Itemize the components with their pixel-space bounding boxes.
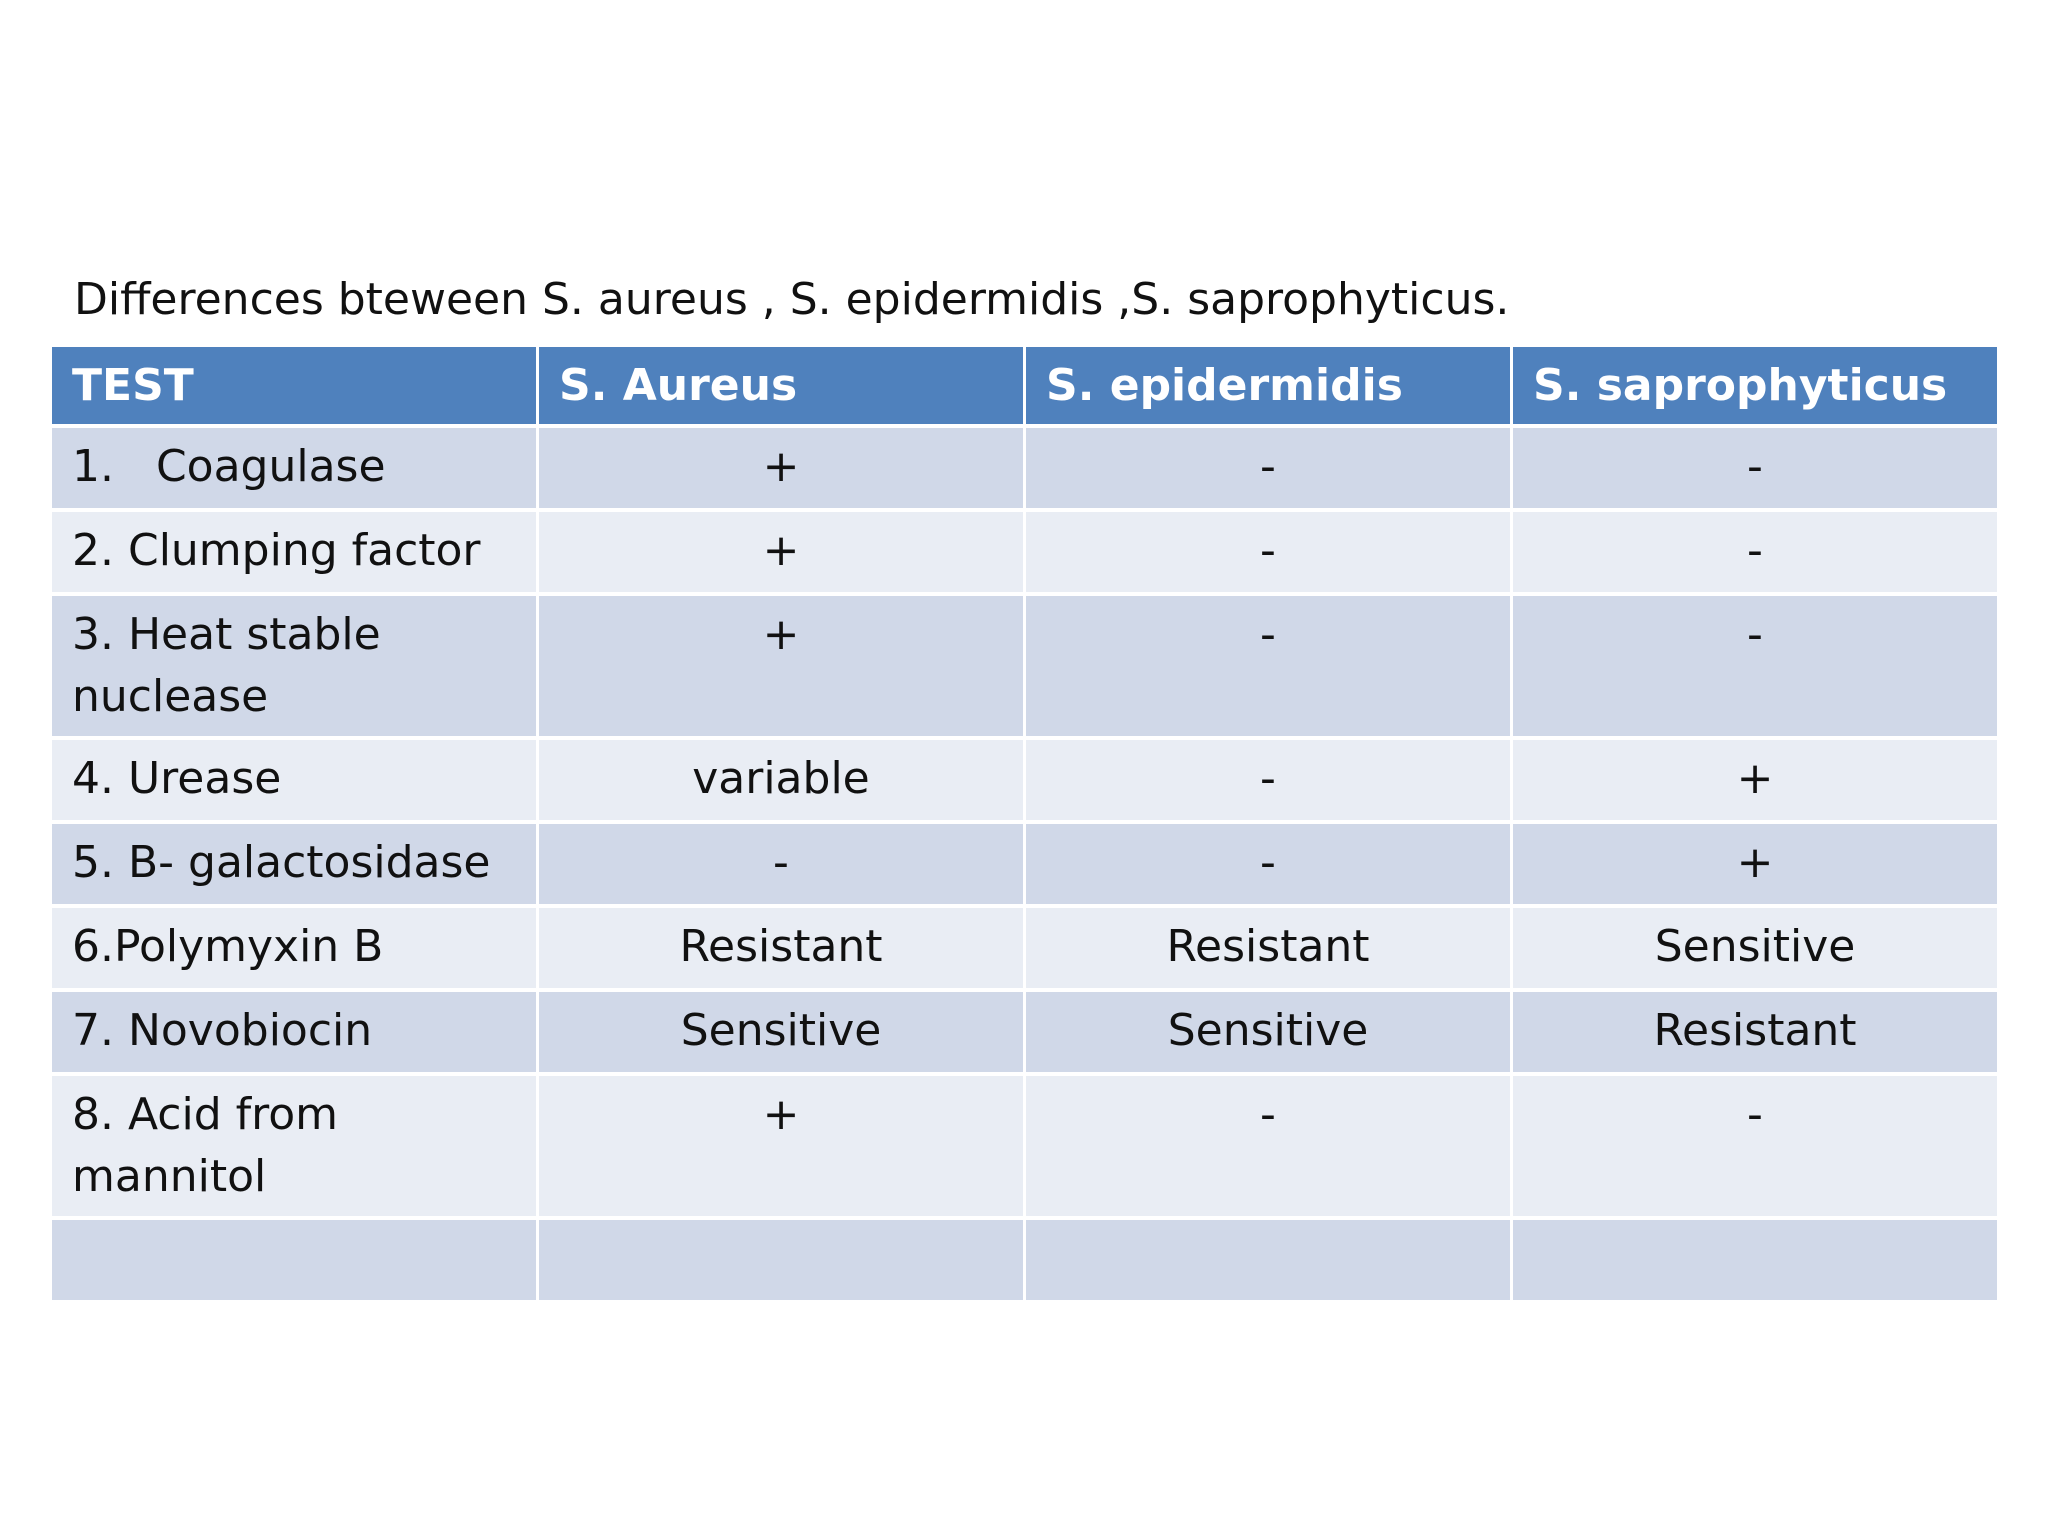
s-aureus-result: variable: [539, 740, 1023, 820]
test-name: 1. Coagulase: [52, 428, 536, 508]
s-saprophyticus-result: -: [1513, 428, 1997, 508]
s-aureus-result: Sensitive: [539, 992, 1023, 1072]
s-aureus-result: Resistant: [539, 908, 1023, 988]
s-epidermidis-result: [1026, 1220, 1510, 1300]
table-row: [52, 512, 1997, 592]
table-caption: Differences bteween S. aureus , S. epidermidis ,S. saprophyticus.: [74, 274, 1510, 325]
differences-table: [49, 343, 2000, 1304]
s-epidermidis-result: Resistant: [1026, 908, 1510, 988]
test-name: 8. Acid from mannitol: [52, 1076, 536, 1216]
s-aureus-result: +: [539, 1076, 1023, 1216]
header-test: TEST: [52, 347, 536, 424]
s-saprophyticus-result: -: [1513, 1076, 1997, 1216]
test-name: 4. Urease: [52, 740, 536, 820]
s-aureus-result: -: [539, 824, 1023, 904]
test-name: 2. Clumping factor: [52, 512, 536, 592]
s-saprophyticus-result: [1513, 1220, 1997, 1300]
table-header-row: [52, 347, 1997, 424]
s-saprophyticus-result: Sensitive: [1513, 908, 1997, 988]
table-row: [52, 428, 1997, 508]
s-epidermidis-result: -: [1026, 1076, 1510, 1216]
header-s-epidermidis: S. epidermidis: [1026, 347, 1510, 424]
table-row: [52, 992, 1997, 1072]
s-aureus-result: [539, 1220, 1023, 1300]
s-aureus-result: +: [539, 512, 1023, 592]
s-saprophyticus-result: -: [1513, 512, 1997, 592]
table-row-empty: [52, 1220, 1997, 1300]
s-saprophyticus-result: -: [1513, 596, 1997, 736]
s-epidermidis-result: -: [1026, 512, 1510, 592]
s-epidermidis-result: -: [1026, 428, 1510, 508]
s-saprophyticus-result: +: [1513, 740, 1997, 820]
s-epidermidis-result: Sensitive: [1026, 992, 1510, 1072]
s-saprophyticus-result: +: [1513, 824, 1997, 904]
s-epidermidis-result: -: [1026, 596, 1510, 736]
test-name: 3. Heat stable nuclease: [52, 596, 536, 736]
table-row: [52, 824, 1997, 904]
s-aureus-result: +: [539, 428, 1023, 508]
s-saprophyticus-result: Resistant: [1513, 992, 1997, 1072]
test-name: 5. B- galactosidase: [52, 824, 536, 904]
table-row: [52, 596, 1997, 736]
test-name: 7. Novobiocin: [52, 992, 536, 1072]
test-name: 6.Polymyxin B: [52, 908, 536, 988]
table-row: [52, 1076, 1997, 1216]
header-s-aureus: S. Aureus: [539, 347, 1023, 424]
s-epidermidis-result: -: [1026, 824, 1510, 904]
test-name: [52, 1220, 536, 1300]
s-aureus-result: +: [539, 596, 1023, 736]
header-s-saprophyticus: S. saprophyticus: [1513, 347, 1997, 424]
table-row: [52, 908, 1997, 988]
table-row: [52, 740, 1997, 820]
s-epidermidis-result: -: [1026, 740, 1510, 820]
